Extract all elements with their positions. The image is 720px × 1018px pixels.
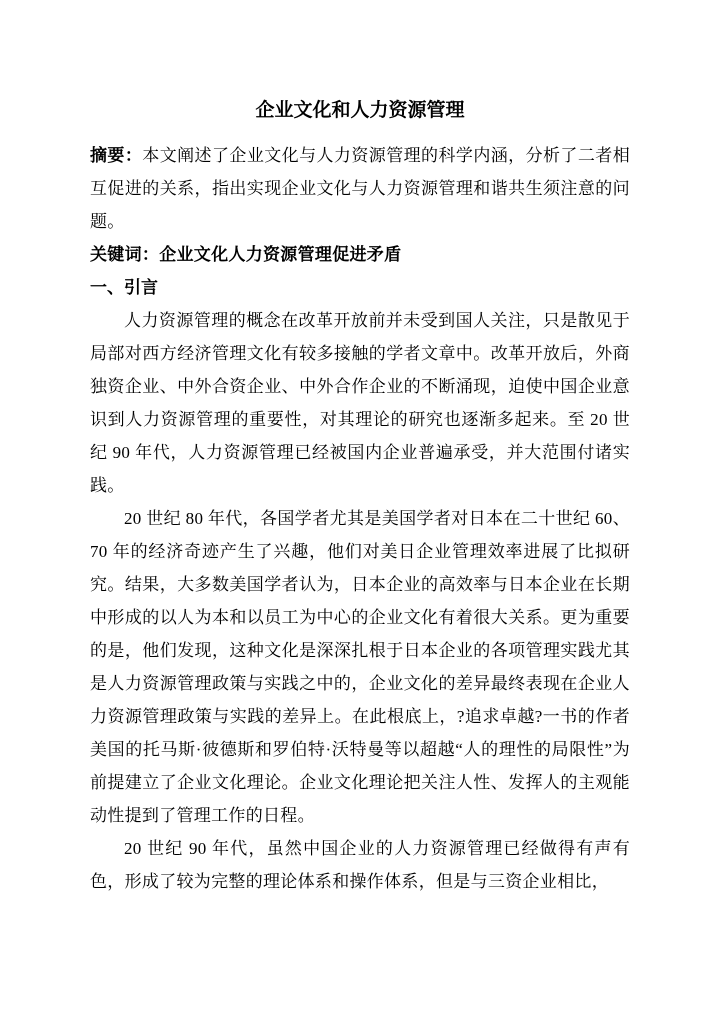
keywords-paragraph [90,238,630,271]
abstract-label: 摘要： [90,146,143,165]
body-paragraph-3: 20 世纪 90 年代，虽然中国企业的人力资源管理已经做得有声有色，形成了较为完整的理论体系和操作体系，但是与三资企业相比， [90,839,630,891]
section-heading-introduction: 一、引言 [90,278,158,297]
keywords-text: 企业文化人力资源管理促进矛盾 [159,245,402,264]
abstract-text: 本文阐述了企业文化与人力资源管理的科学内涵，分析了二者相互促进的关系，指出实现企业文化与人力资源管理和谐共生须注意的问题。 [90,146,630,231]
keywords-label: 关键词： [90,245,160,264]
document-title: 企业文化和人力资源管理 [255,100,465,121]
body-paragraph-1: 人力资源管理的概念在改革开放前并未受到国人关注，只是散见于局部对西方经济管理文化有较多接触的学者文章中。改革开放后，外商独资企业、中外合资企业、中外合作企业的不断涌现，迫使中国企业意识到人力资源管理的重要性，对其理论的研究也逐渐多起来。至 20 世纪 90 年代，人力资源管理已经被国内企业普遍承受，并大范围付诸实践。 [90,311,630,495]
abstract-paragraph [90,139,630,238]
body-paragraph-2: 20 世纪 80 年代，各国学者尤其是美国学者对日本在二十世纪 60、70 年的经济奇迹产生了兴趣，他们对美日企业管理效率进展了比拟研究。结果，大多数美国学者认为，日本企业的高效率与日本企业在长期中形成的以人为本和以员工为中心的企业文化有着很大关系。更为重要的是，他们发现，这种文化是深深扎根于日本企业的各项管理实践尤其是人力资源管理政策与实践之中的，企业文化的差异最终表现在企业人力资源管理政策与实践的差异上。在此根底上，?追求卓越?一书的作者美国的托马斯·彼德斯和罗伯特·沃特曼等以超越“人的理性的局限性”为前提建立了企业文化理论。企业文化理论把关注人性、发挥人的主观能动性提到了管理工作的日程。 [90,509,630,825]
